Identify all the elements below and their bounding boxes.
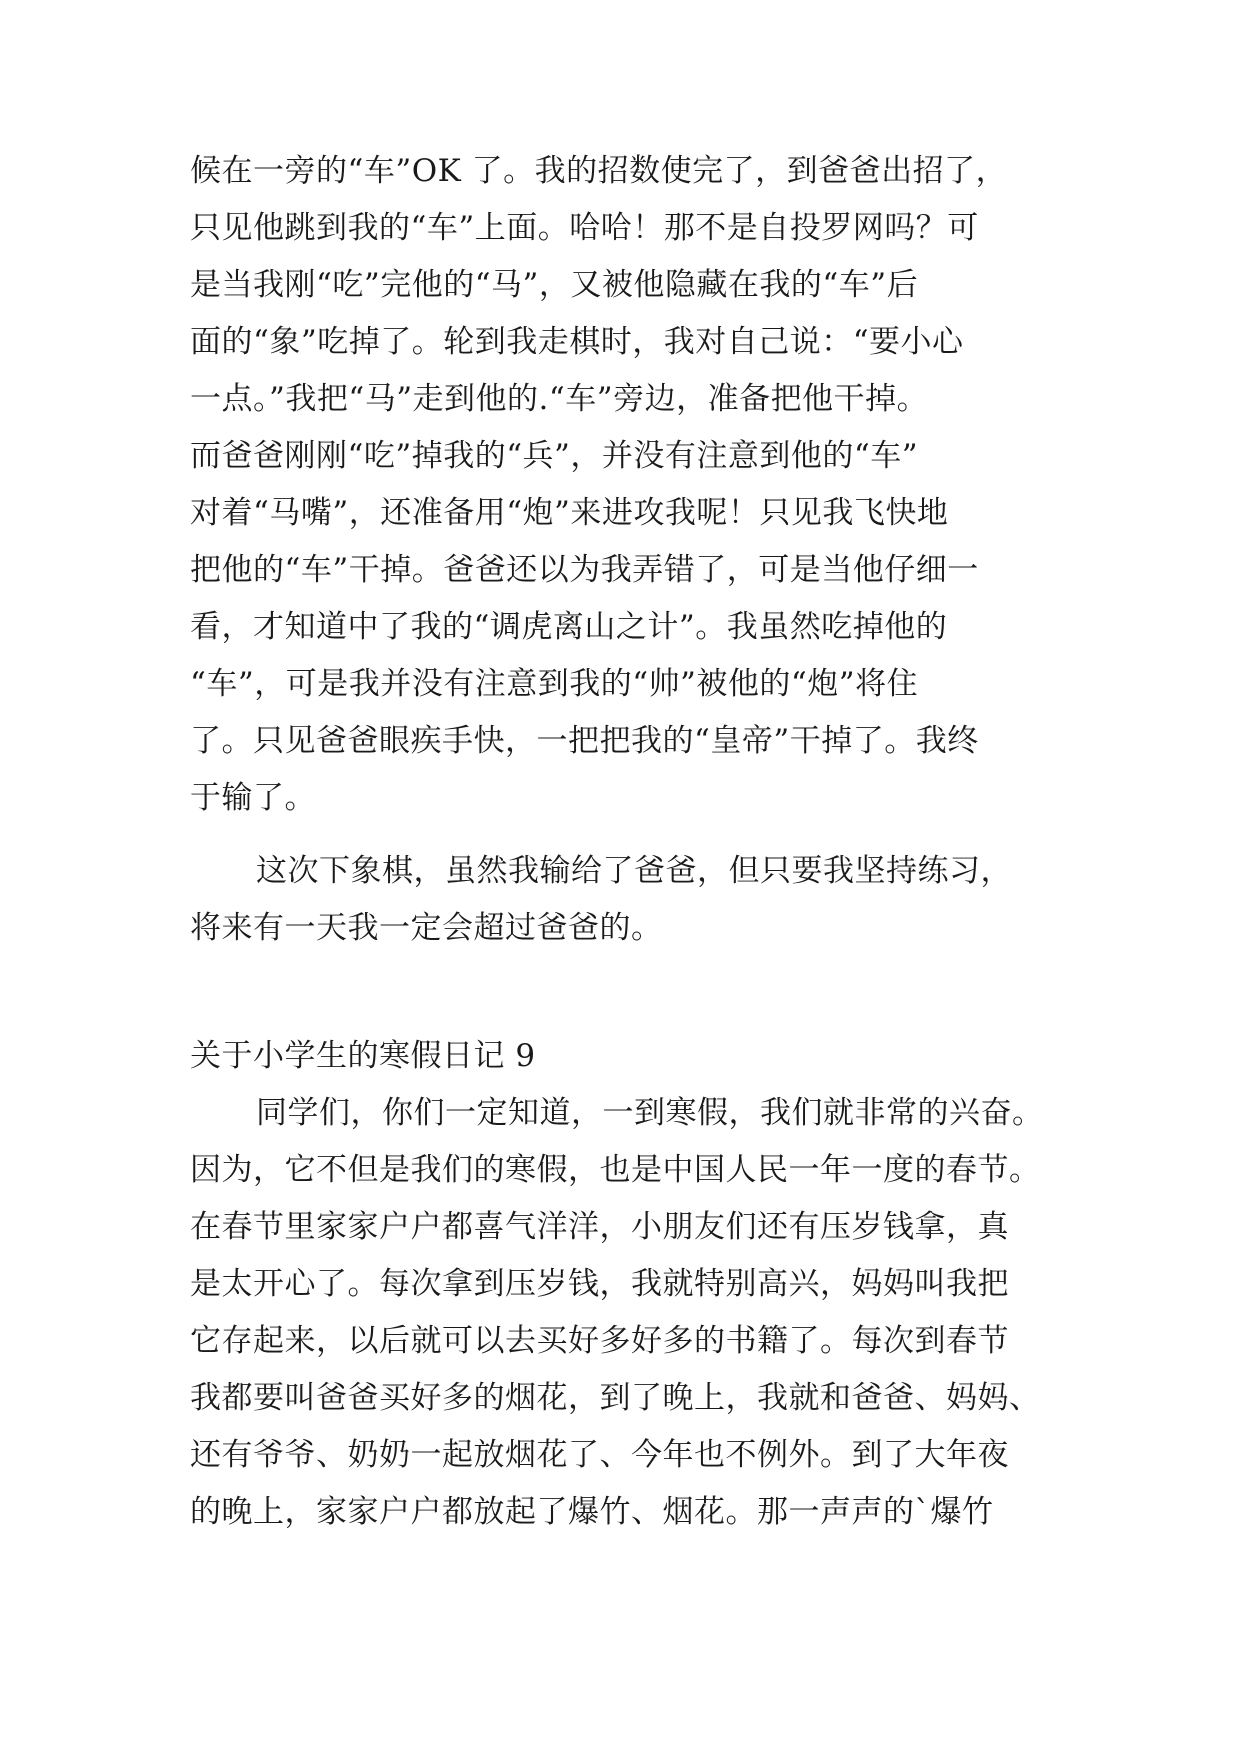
- text-line: 是当我刚“吃”完他的“马”，又被他隐藏在我的“车”后: [190, 267, 919, 303]
- section-heading: 关于小学生的寒假日记 9: [190, 1038, 536, 1074]
- text-line: 候在一旁的“车”OK 了。我的招数使完了，到爸爸出招了，: [190, 153, 1008, 189]
- text-line: 把他的“车”干掉。爸爸还以为我弄错了，可是当他仔细一: [190, 552, 979, 588]
- text-line: 面的“象”吃掉了。轮到我走棋时，我对自己说：“要小心: [190, 324, 964, 360]
- text-line: 一点。”我把“马”走到他的.“车”旁边，准备把他干掉。: [190, 381, 929, 417]
- text-line: 还有爷爷、奶奶一起放烟花了、今年也不例外。到了大年夜: [190, 1437, 1009, 1473]
- text-line: 因为，它不但是我们的寒假，也是中国人民一年一度的春节。: [190, 1152, 1041, 1188]
- paragraph-first-line: 这次下象棋，虽然我输给了爸爸，但只要我坚持练习，: [256, 853, 1012, 889]
- text-line: 我都要叫爸爸买好多的烟花，到了晚上，我就和爸爸、妈妈、: [190, 1380, 1041, 1416]
- text-line: 在春节里家家户户都喜气洋洋，小朋友们还有压岁钱拿，真: [190, 1209, 1009, 1245]
- text-line: 将来有一天我一定会超过爸爸的。: [190, 910, 663, 946]
- text-line: 对着“马嘴”，还准备用“炮”来进攻我呢！只见我飞快地: [190, 495, 949, 531]
- paragraph-first-line: 同学们，你们一定知道，一到寒假，我们就非常的兴奋。: [256, 1095, 1044, 1131]
- text-line: “车”，可是我并没有注意到我的“帅”被他的“炮”将住: [190, 666, 919, 702]
- text-line: 看，才知道中了我的“调虎离山之计”。我虽然吃掉他的: [190, 609, 948, 645]
- text-line: 只见他跳到我的“车”上面。哈哈！那不是自投罗网吗？可: [190, 210, 979, 246]
- text-line: 于输了。: [190, 780, 316, 816]
- text-line: 了。只见爸爸眼疾手快，一把把我的“皇帝”干掉了。我终: [190, 723, 979, 759]
- text-line: 的晚上，家家户户都放起了爆竹、烟花。那一声声的`爆竹: [190, 1494, 994, 1530]
- text-line: 是太开心了。每次拿到压岁钱，我就特别高兴，妈妈叫我把: [190, 1266, 1009, 1302]
- text-line: 它存起来，以后就可以去买好多好多的书籍了。每次到春节: [190, 1323, 1009, 1359]
- text-line: 而爸爸刚刚“吃”掉我的“兵”，并没有注意到他的“车”: [190, 438, 919, 474]
